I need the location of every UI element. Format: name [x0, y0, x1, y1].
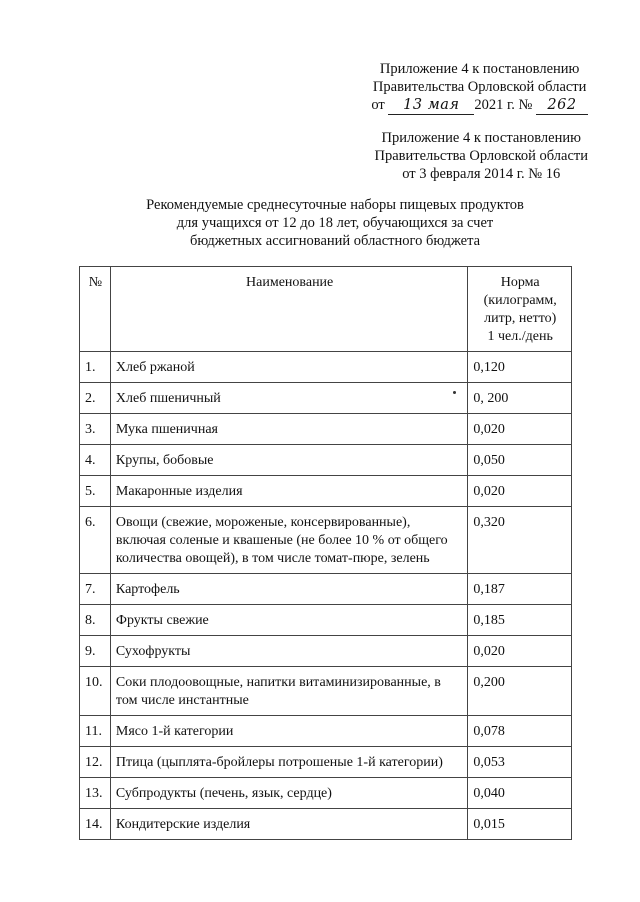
row-norm-value: 0,020 [468, 636, 572, 667]
table-row [80, 667, 572, 716]
row-norm-value: 0,040 [468, 778, 572, 809]
table-row [80, 778, 572, 809]
row-number: 12. [80, 747, 111, 778]
row-number: 1. [80, 352, 111, 383]
row-product-name: Соки плодоовощные, напитки витаминизированные, в том числе инстантные [110, 667, 467, 716]
row-product-name: Картофель [110, 574, 467, 605]
row-number: 14. [80, 809, 111, 840]
row-product-name: Сухофрукты [110, 636, 467, 667]
row-norm-value: 0,200 [468, 667, 572, 716]
row-product-name: Мясо 1-й категории [110, 716, 467, 747]
header-date-line [371, 96, 588, 115]
table-row [80, 636, 572, 667]
header-line: от 3 февраля 2014 г. № 16 [402, 166, 561, 182]
column-header-norm-line: 1 чел./день [487, 329, 553, 344]
row-number: 8. [80, 605, 111, 636]
row-number: 4. [80, 445, 111, 476]
table-row [80, 352, 572, 383]
row-norm-value: 0,185 [468, 605, 572, 636]
row-number: 13. [80, 778, 111, 809]
scan-speck [453, 391, 456, 394]
row-norm-value: 0, 200 [468, 383, 572, 414]
header-line: Правительства Орловской области [374, 148, 588, 164]
row-norm-value: 0,187 [468, 574, 572, 605]
row-product-name: Мука пшеничная [110, 414, 467, 445]
row-norm-value: 0,053 [468, 747, 572, 778]
table-row [80, 445, 572, 476]
row-product-name: Хлеб пшеничный [110, 383, 467, 414]
row-product-name: Крупы, бобовые [110, 445, 467, 476]
table-row [80, 383, 572, 414]
title-line: для учащихся от 12 до 18 лет, обучающихся за счет [176, 215, 494, 231]
row-norm-value: 0,020 [468, 414, 572, 445]
header-line: Приложение 4 к постановлению [379, 61, 580, 77]
row-number: 11. [80, 716, 111, 747]
column-header-name: Наименование [110, 267, 467, 352]
row-norm-value: 0,015 [468, 809, 572, 840]
table-row [80, 476, 572, 507]
column-header-num: № [80, 267, 111, 352]
document-title [100, 196, 570, 250]
column-header-norm-line: Норма [500, 275, 540, 290]
appendix-header-current [371, 60, 588, 115]
table-header-row [80, 267, 572, 352]
row-number: 5. [80, 476, 111, 507]
row-number: 9. [80, 636, 111, 667]
table-row [80, 809, 572, 840]
row-number: 3. [80, 414, 111, 445]
table-row [80, 747, 572, 778]
row-norm-value: 0,050 [468, 445, 572, 476]
row-norm-value: 0,020 [468, 476, 572, 507]
header-line: Правительства Орловской области [372, 79, 587, 95]
row-norm-value: 0,320 [468, 507, 572, 574]
row-product-name: Овощи (свежие, мороженые, консервированные), включая соленые и квашеные (не более 10 % от общего количества овощей), в том числе томат-пюре, зелень [110, 507, 467, 574]
table-row [80, 414, 572, 445]
row-number: 2. [80, 383, 111, 414]
column-header-norm [468, 267, 572, 352]
column-header-norm-line: (килограмм, [483, 293, 557, 308]
row-number: 6. [80, 507, 111, 574]
row-norm-value: 0,078 [468, 716, 572, 747]
column-header-norm-line: литр, нетто) [484, 311, 557, 326]
table-row [80, 507, 572, 574]
row-product-name: Хлеб ржаной [110, 352, 467, 383]
title-line: бюджетных ассигнований областного бюджета [189, 233, 481, 249]
handwritten-number: 262 [536, 96, 588, 115]
food-norms-table [79, 266, 572, 840]
row-product-name: Фрукты свежие [110, 605, 467, 636]
row-norm-value: 0,120 [468, 352, 572, 383]
table-row [80, 605, 572, 636]
row-product-name: Субпродукты (печень, язык, сердце) [110, 778, 467, 809]
row-product-name: Макаронные изделия [110, 476, 467, 507]
row-number: 7. [80, 574, 111, 605]
title-line: Рекомендуемые среднесуточные наборы пищевых продуктов [146, 197, 524, 213]
table-row [80, 574, 572, 605]
handwritten-date: 13 мая [388, 96, 474, 115]
row-product-name: Птица (цыплята-бройлеры потрошеные 1-й категории) [110, 747, 467, 778]
row-product-name: Кондитерские изделия [110, 809, 467, 840]
row-number: 10. [80, 667, 111, 716]
header-line: Приложение 4 к постановлению [381, 130, 581, 146]
header-year-text: 2021 г. № [474, 97, 533, 113]
table-row [80, 716, 572, 747]
appendix-header-previous [375, 129, 589, 183]
header-from-prefix: от [371, 97, 385, 113]
